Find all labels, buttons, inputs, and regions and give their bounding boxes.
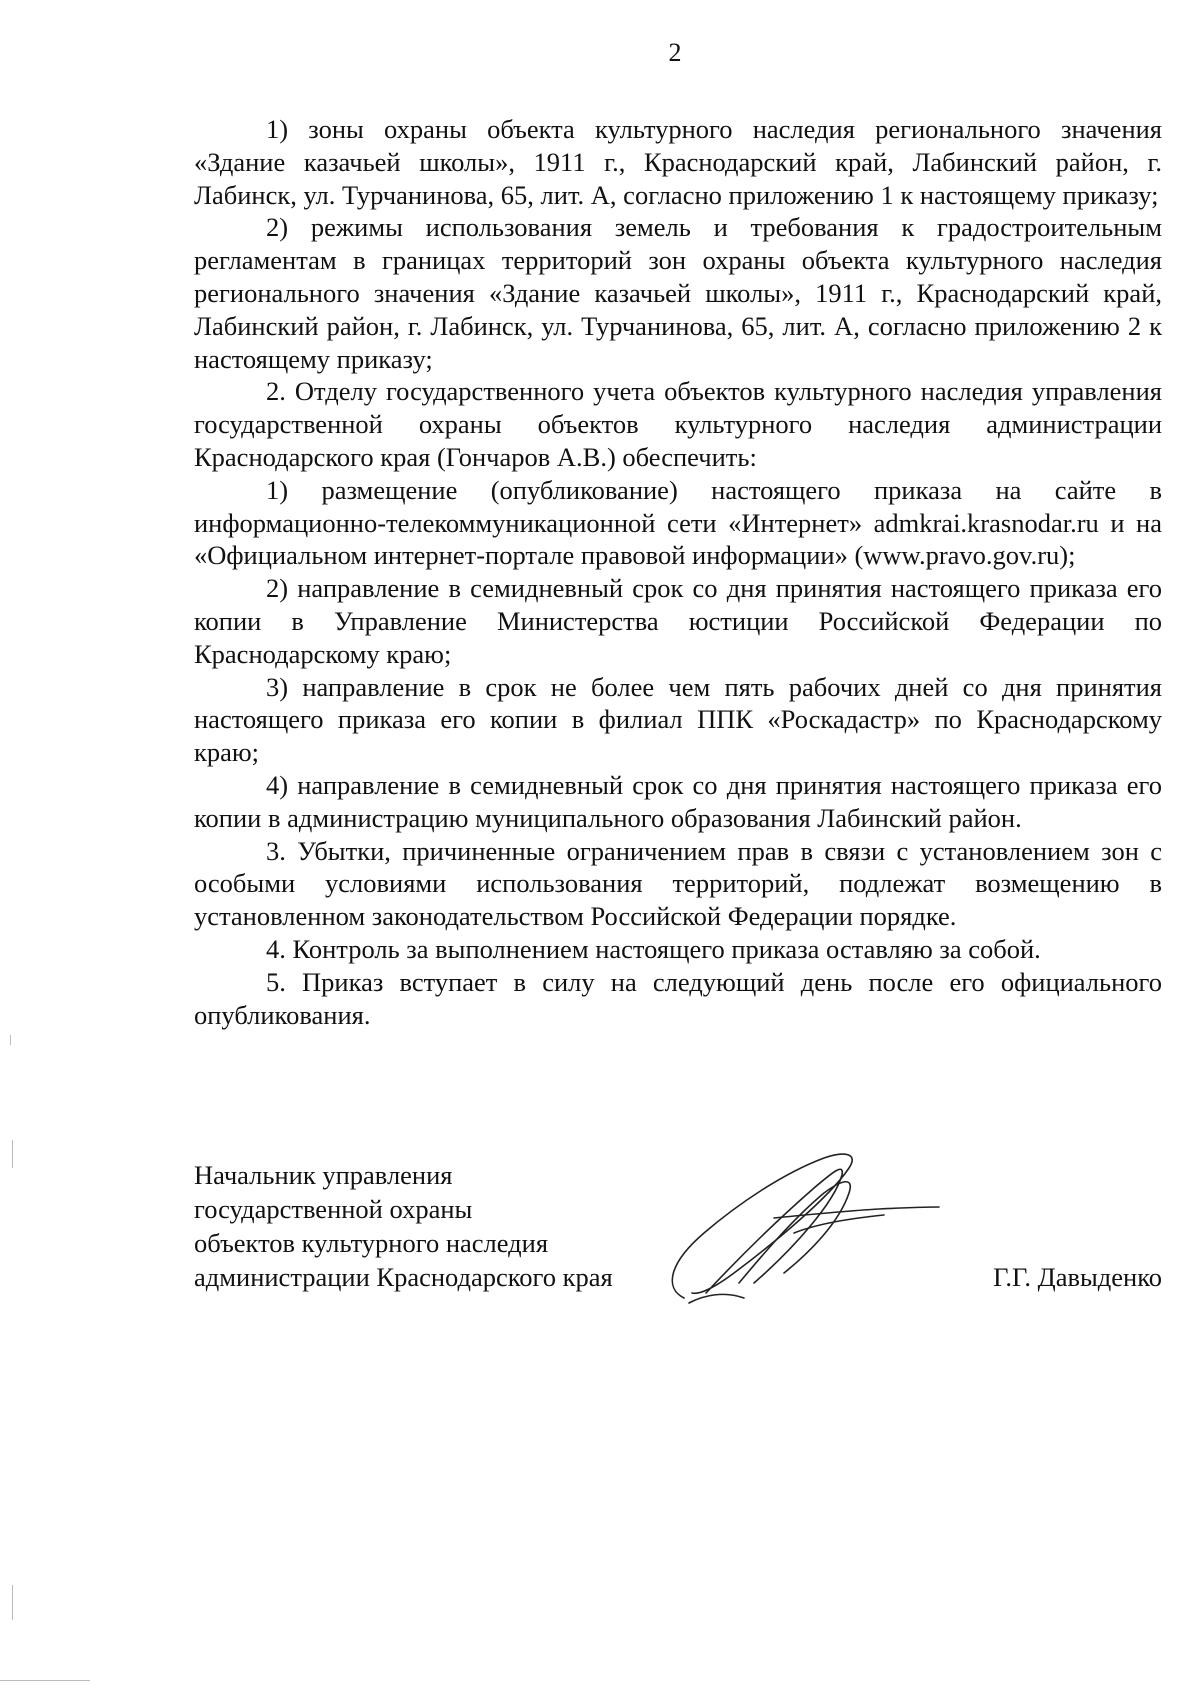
paragraph-losses: 3. Убытки, причиненные ограничением прав в связи с установлением зон с особыми условиями использования территорий, подлежат возмещению в установленном законодательством Российской Федерации порядке.: [194, 835, 1162, 932]
paragraph-control: 4. Контроль за выполнением настоящего приказа оставляю за собой.: [266, 933, 1041, 964]
scan-margin-mark: [12, 1140, 13, 1168]
paragraph-zones: 1) зоны охраны объекта культурного наследия регионального значения «Здание казачьей школы», 1911 г., Краснодарский край, Лабинский район, г. Лабинск, ул. Турчанинова, 65, лит. А, согласно приложению 1 к настоящему приказу;: [194, 114, 1162, 210]
signer-title: [194, 1158, 613, 1294]
paragraph-publication: 1) размещение (опубликование) настоящего приказа на сайте в информационно-телекоммуникационной сети «Интернет» admkrai.krasnodar.ru и на «Официальном интернет-портале правовой информации» (www.pravo.gov.ru);: [194, 474, 1162, 571]
scan-margin-mark: [10, 1035, 11, 1045]
paragraph-roskadastr: 3) направление в срок не более чем пять рабочих дней со дня принятия настоящего приказа его копии в филиал ППК «Роскадастр» по Краснодарскому краю;: [194, 671, 1162, 768]
handwritten-signature: [644, 1123, 944, 1313]
signer-title-line: Начальник управления: [194, 1160, 453, 1190]
signer-name: Г.Г. Давыденко: [993, 1262, 1162, 1292]
document-body: [194, 113, 1162, 1031]
paragraph-ministry-of-justice: 2) направление в семидневный срок со дня принятия настоящего приказа его копии в Управление Министерства юстиции Российской Федерации по Краснодарскому краю;: [194, 573, 1162, 669]
scan-margin-mark: [12, 1585, 13, 1620]
paragraph-municipal-administration: 4) направление в семидневный срок со дня принятия настоящего приказа его копии в администрацию муниципального образования Лабинский район.: [194, 769, 1162, 833]
scan-margin-mark: [0, 1680, 90, 1681]
signer-title-line: государственной охраны: [194, 1194, 473, 1224]
paragraph-registry-department: 2. Отделу государственного учета объектов культурного наследия управления государственной охраны объектов культурного наследия администрации Краснодарского края (Гончаров А.В.) обеспечить:: [194, 376, 1162, 472]
signer-title-line: администрации Краснодарского края: [194, 1262, 613, 1292]
page-number: 2: [668, 38, 682, 67]
paragraph-entry-into-force: 5. Приказ вступает в силу на следующий день после его официального опубликования.: [194, 966, 1162, 1030]
signer-title-line: объектов культурного наследия: [194, 1228, 549, 1258]
paragraph-land-use-regimes: 2) режимы использования земель и требования к градостроительным регламентам в границах территорий зон охраны объекта культурного наследия регионального значения «Здание казачьей школы», 1911 г., Краснодарский край, Лабинский район, г. Лабинск, ул. Турчанинова, 65, лит. А, согласно приложению 2 к настоящему приказу;: [194, 212, 1162, 374]
signature-block: [194, 1158, 1162, 1318]
